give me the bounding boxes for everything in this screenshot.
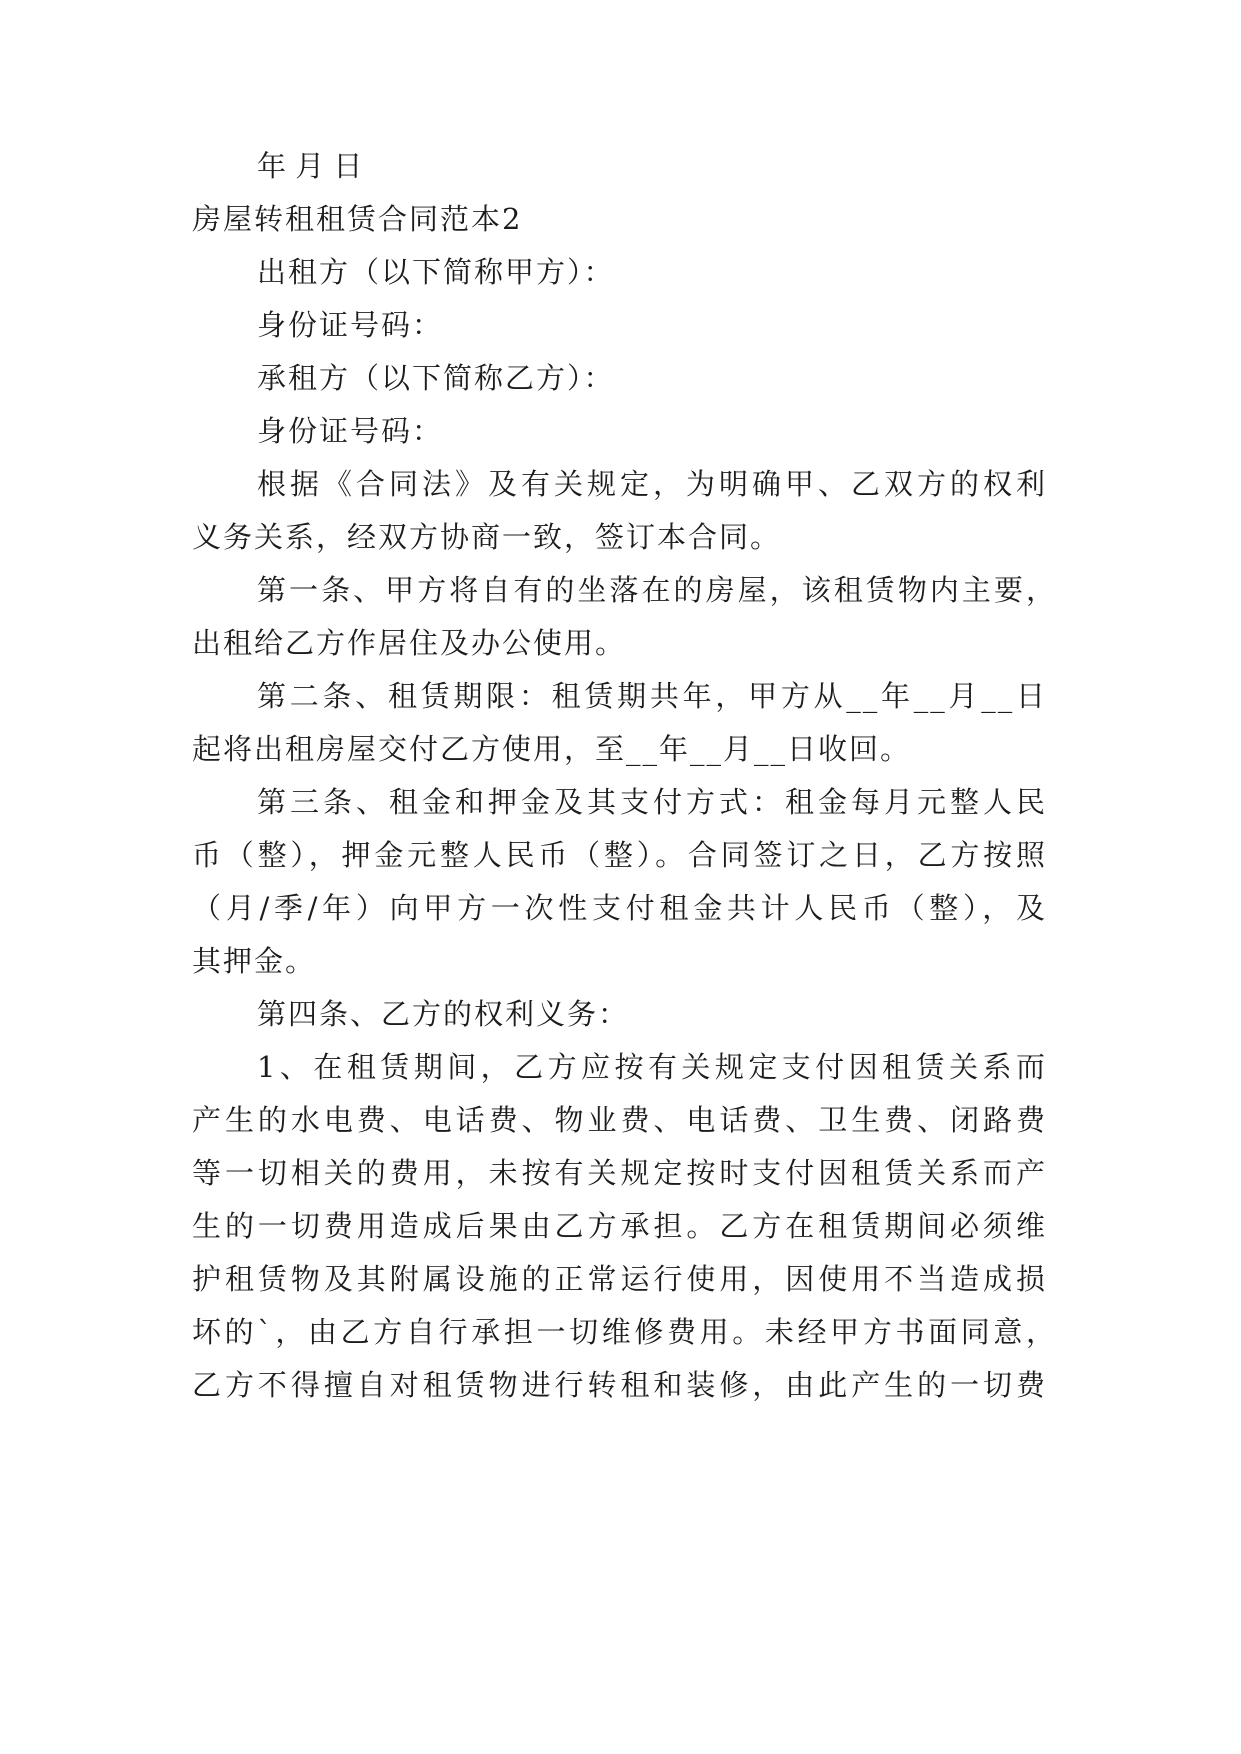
lessee-line: 承租方（以下简称乙方）： <box>257 361 615 395</box>
lessor-line: 出租方（以下简称甲方）： <box>257 255 615 289</box>
paragraph-line: （月/季/年）向甲方一次性支付租金共计人民币（整），及 <box>192 891 1047 925</box>
document-title: 房屋转租租赁合同范本2 <box>192 202 523 236</box>
paragraph-line: 根据《合同法》及有关规定，为明确甲、乙双方的权利 <box>257 467 1047 501</box>
paragraph-line: 第三条、租金和押金及其支付方式：租金每月元整人民 <box>257 785 1047 819</box>
paragraph-line: 第二条、租赁期限：租赁期共年，甲方从__年__月__日 <box>257 679 1047 713</box>
paragraph-line: 1、在租赁期间，乙方应按有关规定支付因租赁关系而 <box>257 1050 1047 1084</box>
lessor-id-line: 身份证号码： <box>257 308 444 342</box>
paragraph-line: 其押金。 <box>192 944 317 978</box>
paragraph-line: 产生的水电费、电话费、物业费、电话费、卫生费、闭路费 <box>192 1103 1047 1137</box>
lessee-id-line: 身份证号码： <box>257 414 444 448</box>
paragraph-line: 护租赁物及其附属设施的正常运行使用，因使用不当造成损 <box>192 1262 1047 1296</box>
paragraph-line: 生的一切费用造成后果由乙方承担。乙方在租赁期间必须维 <box>192 1209 1047 1243</box>
article-4-heading: 第四条、乙方的权利义务： <box>257 997 630 1031</box>
paragraph-line: 起将出租房屋交付乙方使用，至__年__月__日收回。 <box>192 732 912 766</box>
paragraph-line: 出租给乙方作居住及办公使用。 <box>192 626 627 660</box>
date-line: 年 月 日 <box>257 149 363 183</box>
paragraph-line: 义务关系，经双方协商一致，签订本合同。 <box>192 520 782 554</box>
paragraph-line: 乙方不得擅自对租赁物进行转租和装修，由此产生的一切费 <box>192 1368 1047 1402</box>
paragraph-line: 第一条、甲方将自有的坐落在的房屋，该租赁物内主要， <box>257 573 1057 607</box>
paragraph-line: 币（整），押金元整人民币（整）。合同签订之日，乙方按照 <box>192 838 1047 872</box>
paragraph-line: 坏的`，由乙方自行承担一切维修费用。未经甲方书面同意， <box>192 1315 1057 1349</box>
paragraph-line: 等一切相关的费用，未按有关规定按时支付因租赁关系而产 <box>192 1156 1047 1190</box>
